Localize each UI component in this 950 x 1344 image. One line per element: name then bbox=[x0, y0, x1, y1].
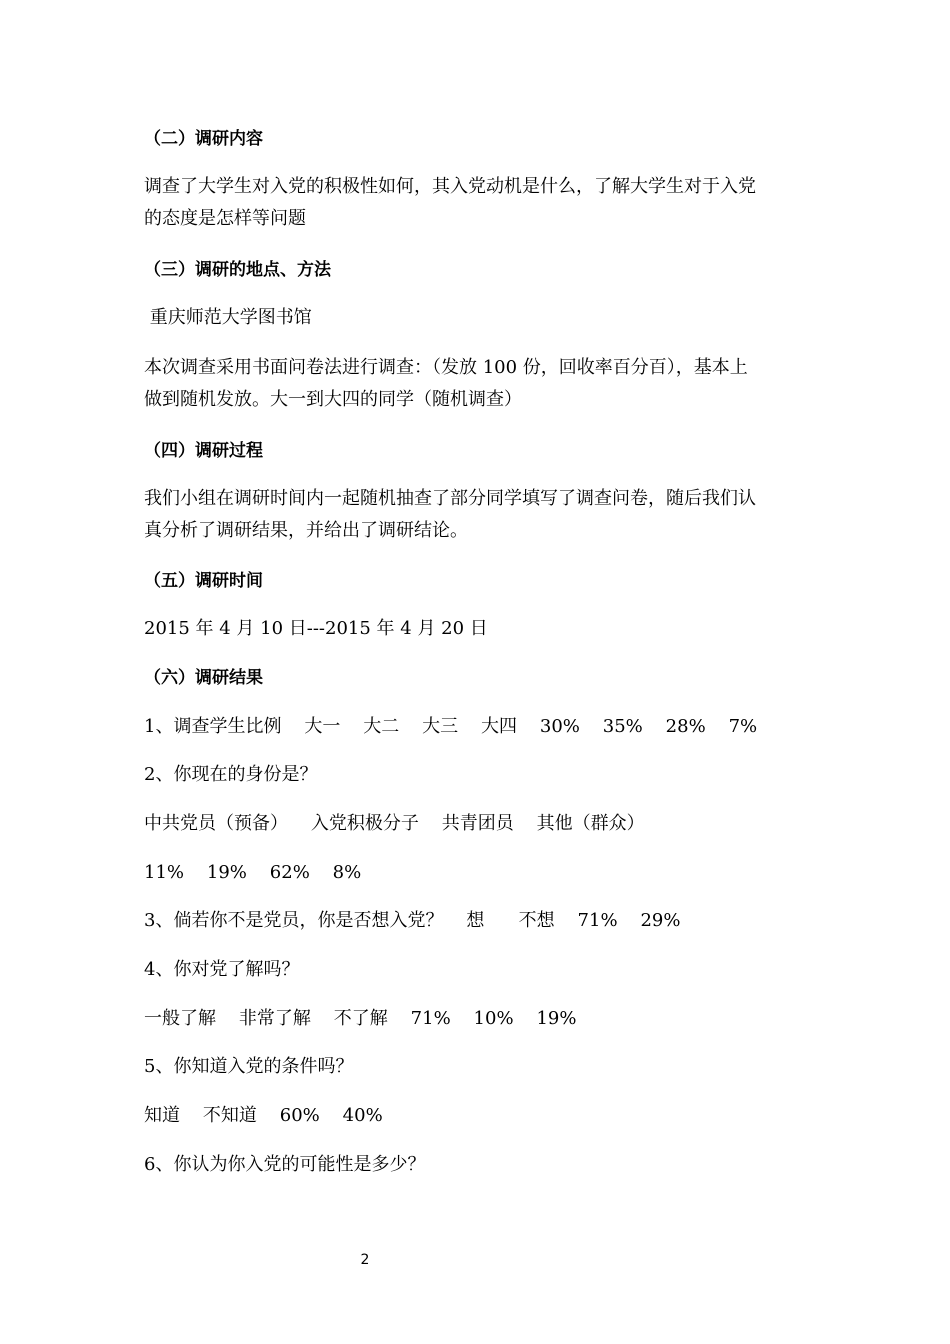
result-line: 知道 不知道 60% 40% bbox=[144, 1105, 383, 1126]
section-heading-time: （五）调研时间 bbox=[144, 571, 263, 591]
paragraph-line: 的态度是怎样等问题 bbox=[144, 208, 306, 229]
section-heading-process: （四）调研过程 bbox=[144, 441, 263, 461]
result-line: 3、倘若你不是党员，你是否想入党？ 想 不想 71% 29% bbox=[144, 910, 681, 931]
paragraph-line: 本次调查采用书面问卷法进行调查：（发放 100 份，回收率百分百），基本上 bbox=[144, 357, 748, 378]
result-line: 4、你对党了解吗？ bbox=[144, 959, 300, 980]
paragraph-line: 重庆师范大学图书馆 bbox=[144, 307, 312, 328]
result-line: 6、你认为你入党的可能性是多少？ bbox=[144, 1154, 426, 1175]
result-line: 5、你知道入党的条件吗？ bbox=[144, 1056, 354, 1077]
section-heading-results: （六）调研结果 bbox=[144, 668, 263, 688]
result-line: 中共党员（预备） 入党积极分子 共青团员 其他（群众） bbox=[144, 813, 645, 834]
paragraph-line: 2015 年 4 月 10 日---2015 年 4 月 20 日 bbox=[144, 618, 488, 639]
paragraph-line: 做到随机发放。大一到大四的同学（随机调查） bbox=[144, 389, 522, 410]
result-line: 1、调查学生比例 大一 大二 大三 大四 30% 35% 28% 7% bbox=[144, 716, 758, 737]
page-number: 2 bbox=[360, 1252, 370, 1268]
result-line: 11% 19% 62% 8% bbox=[144, 862, 362, 883]
paragraph-line: 调查了大学生对入党的积极性如何，其入党动机是什么，了解大学生对于入党 bbox=[144, 176, 756, 197]
paragraph-line: 真分析了调研结果，并给出了调研结论。 bbox=[144, 520, 468, 541]
section-heading-content: （二）调研内容 bbox=[144, 129, 263, 149]
paragraph-line: 我们小组在调研时间内一起随机抽查了部分同学填写了调查问卷，随后我们认 bbox=[144, 488, 756, 509]
result-line: 2、你现在的身份是？ bbox=[144, 764, 318, 785]
result-line: 一般了解 非常了解 不了解 71% 10% 19% bbox=[144, 1008, 577, 1029]
section-heading-location-method: （三）调研的地点、方法 bbox=[144, 260, 331, 280]
